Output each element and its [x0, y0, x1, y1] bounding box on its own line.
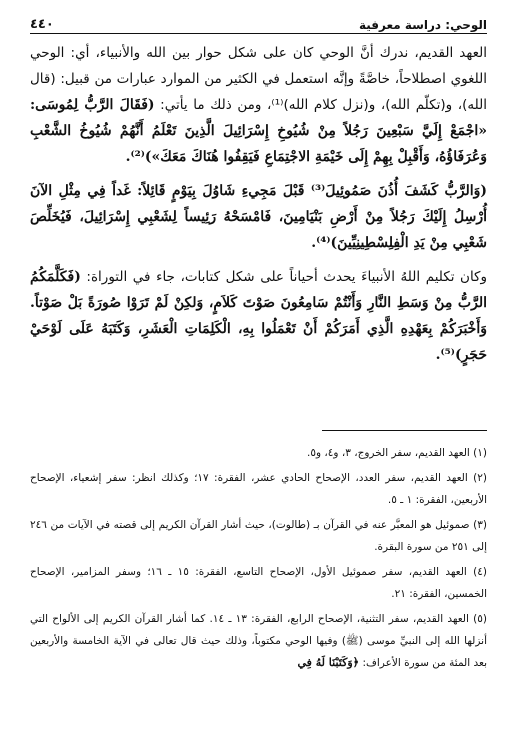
footnote-1: (١) العهد القديم، سفر الخروج، ٣، و٤، و٥.	[306, 447, 487, 459]
footnote-5-text: (٥) العهد القديم، سفر التثنية، الإصحاح الرابع، الفقرة: ١٣ ـ ١٤. كما أشار القرآن الكريم إلى الألواح التي أنزلها الله إلى النبيِّ موسى (ﷺ) وفيها الوحي مكتوباً، وذلك حيث قال تعالى في الآية الخامسة والأربعين بعد المئة من سورة الأعراف:	[30, 613, 487, 669]
paragraph-1-text: العهد القديم، ندرك أنَّ الوحي كان على شكل حوار بين الله والأنبياء، أي: الوحي اللغوي اصطلاحاً، خاصَّةً وإنَّه استعمل في الكثير من الموارد عبارات من قبيل: (قال الله)، و(تكلّم الله)، و(نزل كلام الله)⁽¹⁾، ومن ذلك ما يأتي:	[30, 45, 487, 113]
header-rule	[30, 33, 487, 34]
quote-numbers-11: (فَقَالَ الرَّبُّ لِمُوسَى: «اجْمَعْ إِلَيَّ سَبْعِينَ رَجُلاً مِنْ شُيُوخِ إِسْرَائِيلَ الَّذِينَ تَعْلَمُ أَنَّهُمْ شُيُوخُ الشَّعْبِ وَعُرَفَاؤُهُ، وَأَقْبِلْ بِهِمْ إِلَى خَيْمَةِ الاجْتِمَاعِ فَيَقِفُوا هُنَاكَ مَعَكَ»)⁽²⁾.	[30, 97, 487, 165]
quote-samuel: (وَالرَّبُّ كَشَفَ أُذُنَ صَمُوئِيلَ⁽³⁾ قَبْلَ مَجِيءِ شَاوُلَ بِيَوْمٍ قَائِلاً: غَداً فِي مِثْلِ الآنَ أُرْسِلُ إِلَيْكَ رَجُلاً مِنْ أَرْضِ بَنْيَامِينَ، فَامْسَحْهُ رَئِيساً لِشَعْبِي إِسْرَائِيلَ، فَيُخَلِّصَ شَعْبِي مِنْ يَدِ الْفِلِسْطِينِيِّينَ)⁽⁴⁾.	[30, 183, 487, 251]
paragraph-3	[30, 264, 487, 368]
main-text	[30, 40, 487, 368]
page-number: ٤٤٠	[30, 17, 54, 32]
paragraph-3-text: وكان تكليم اللهُ الأنبياءَ يحدث أحياناً على شكل كتابات، جاء في التوراة:	[86, 269, 488, 285]
footnote-2: (٢) العهد القديم، سفر العدد، الإصحاح الحادي عشر، الفقرة: ١٧؛ وكذلك انظر: سفر إشعياء، الإصحاح الأربعين، الفقرة: ١ ـ ٥.	[30, 472, 487, 506]
footnote-rule	[322, 430, 487, 431]
quote-deuteronomy: (فَكَلَّمَكُمُ الرَّبُّ مِنْ وَسَطِ النَّارِ وَأَنْتُمْ سَامِعُونَ صَوْتَ كَلاَمٍ، وَلكِنْ لَمْ تَرَوْا صُورَةً بَلْ صَوْتاً. وَأَخْبَرَكُمْ بِعَهْدِهِ الَّذِي أَمَرَكُمْ أَنْ تَعْمَلُوا بِهِ، الْكَلِمَاتِ الْعَشَرِ، وَكَتَبَهُ عَلَى لَوْحَيْ حَجَرٍ)⁽⁵⁾.	[30, 269, 487, 363]
footnote-5-quran-quote: ﴿وَكَتَبْنَا لَهُ فِي	[297, 656, 360, 669]
footnote-3: (٣) صموئيل هو المعبَّر عنه في القرآن بـ (طالوت)، حيث أشار القرآن الكريم إلى قصته في الآيات من ٢٤٦ إلى ٢٥١ من سورة البقرة.	[30, 519, 487, 553]
footnotes	[30, 442, 487, 677]
paragraph-1	[30, 40, 487, 170]
footnote-5	[30, 608, 487, 674]
footnote-4: (٤) العهد القديم، سفر صموئيل الأول، الإصحاح التاسع، الفقرة: ١٥ ـ ١٦؛ وسفر المزامير، الإصحاح الخمسين، الفقرة: ٢١.	[30, 566, 487, 600]
page-header	[30, 10, 487, 32]
running-title: الوحي: دراسة معرفية	[358, 18, 487, 32]
